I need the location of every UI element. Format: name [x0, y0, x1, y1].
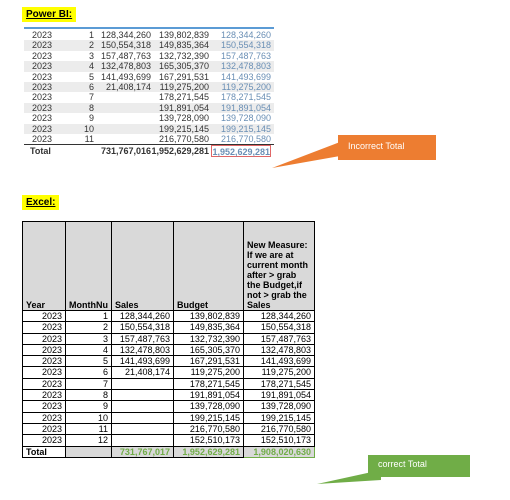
- cell-sales: [111, 378, 173, 389]
- total-measure: 1,952,629,281: [212, 147, 270, 158]
- cell-measure: 132,478,803: [220, 61, 271, 72]
- cell-budget: 191,891,054: [158, 102, 209, 113]
- total-sales: 731,767,016: [100, 146, 151, 157]
- cell-month: 11: [84, 133, 94, 144]
- table-row: [24, 72, 274, 82]
- table-row: [23, 333, 315, 344]
- cell-year: 2023: [23, 333, 66, 344]
- cell-sales: 21,408,174: [105, 81, 151, 92]
- cell-year: 2023: [32, 30, 53, 40]
- table-row: [23, 356, 315, 367]
- cell-measure: 132,478,803: [243, 344, 314, 355]
- cell-month: 3: [66, 333, 112, 344]
- excel-header-row: [23, 222, 315, 311]
- table-row: [24, 51, 274, 61]
- cell-sales: 141,493,699: [111, 356, 173, 367]
- header-sales: Sales: [111, 222, 173, 311]
- header-budget: Budget: [173, 222, 243, 311]
- cell-sales: 157,487,763: [100, 50, 151, 61]
- cell-month: 1: [88, 30, 94, 40]
- cell-budget: 216,770,580: [173, 423, 243, 434]
- table-row: [23, 390, 315, 401]
- excel-heading: Excel:: [22, 195, 59, 210]
- cell-month: 10: [83, 123, 94, 134]
- cell-year: 2023: [32, 81, 53, 92]
- table-row: [23, 401, 315, 412]
- cell-measure: 199,215,145: [220, 123, 271, 134]
- powerbi-total-row: [24, 144, 274, 157]
- cell-measure: 119,275,200: [221, 81, 271, 92]
- cell-measure: 178,271,545: [220, 92, 271, 103]
- table-row: [23, 344, 315, 355]
- cell-budget: 165,305,370: [158, 61, 209, 72]
- cell-budget: 216,770,580: [158, 133, 209, 144]
- cell-sales: [111, 435, 173, 446]
- cell-budget: 199,215,145: [173, 412, 243, 423]
- cell-sales: 132,478,803: [111, 344, 173, 355]
- cell-sales: 157,487,763: [111, 333, 173, 344]
- cell-month: 1: [66, 311, 112, 322]
- cell-sales: 21,408,174: [111, 367, 173, 378]
- cell-year: 2023: [32, 123, 53, 134]
- table-row: [24, 124, 274, 134]
- cell-budget: 119,275,200: [173, 367, 243, 378]
- cell-year: 2023: [23, 401, 66, 412]
- cell-measure: 150,554,318: [243, 322, 314, 333]
- cell-month: 12: [66, 435, 112, 446]
- cell-year: 2023: [32, 40, 53, 51]
- total-budget: 1,952,629,281: [151, 146, 209, 157]
- cell-year: 2023: [23, 344, 66, 355]
- excel-table-body: [23, 311, 315, 447]
- cell-month: 4: [88, 61, 94, 72]
- cell-sales: [111, 401, 173, 412]
- cell-sales: [111, 390, 173, 401]
- cell-measure: 157,487,763: [243, 333, 314, 344]
- cell-measure: 139,728,090: [220, 113, 271, 124]
- cell-year: 2023: [23, 412, 66, 423]
- cell-year: 2023: [32, 133, 53, 144]
- cell-budget: 165,305,370: [173, 344, 243, 355]
- cell-budget: 132,732,390: [158, 50, 209, 61]
- cell-sales: 128,344,260: [100, 30, 151, 40]
- cell-year: 2023: [23, 423, 66, 434]
- callout-pointer-orange: [270, 140, 345, 172]
- cell-measure: 191,891,054: [243, 390, 314, 401]
- cell-sales: 150,554,318: [100, 40, 151, 51]
- cell-month: 2: [66, 322, 112, 333]
- cell-measure: 191,891,054: [220, 102, 271, 113]
- cell-budget: 167,291,531: [158, 71, 209, 82]
- cell-measure: 152,510,173: [243, 435, 314, 446]
- table-row: [23, 423, 315, 434]
- total-label: Total: [30, 146, 51, 157]
- table-row: [23, 311, 315, 322]
- cell-sales: 128,344,260: [111, 311, 173, 322]
- total-measure: 1,908,020,630: [243, 446, 314, 457]
- cell-budget: 152,510,173: [173, 435, 243, 446]
- cell-year: 2023: [23, 378, 66, 389]
- cell-month: 10: [66, 412, 112, 423]
- table-row: [23, 322, 315, 333]
- cell-budget: 178,271,545: [173, 378, 243, 389]
- cell-budget: 149,835,364: [173, 322, 243, 333]
- cell-budget: 178,271,545: [158, 92, 209, 103]
- cell-measure: 216,770,580: [220, 133, 271, 144]
- cell-measure: 128,344,260: [220, 30, 271, 40]
- cell-budget: 199,215,145: [158, 123, 209, 134]
- table-row: [24, 30, 274, 40]
- cell-sales: [94, 92, 151, 102]
- table-row: [24, 61, 274, 71]
- cell-month: 6: [88, 81, 94, 92]
- cell-month: 3: [88, 50, 94, 61]
- cell-month: 9: [66, 401, 112, 412]
- header-new-measure: New Measure: If we are at current month after > grab the Budget,if not > grab the Sales: [243, 222, 314, 311]
- header-year: Year: [23, 222, 66, 311]
- cell-month: 5: [88, 71, 94, 82]
- powerbi-heading: Power BI:: [22, 7, 76, 22]
- powerbi-table-body: [24, 30, 274, 144]
- cell-year: 2023: [32, 71, 53, 82]
- cell-sales: [111, 412, 173, 423]
- cell-year: 2023: [23, 390, 66, 401]
- cell-measure: 157,487,763: [220, 50, 271, 61]
- cell-month: 11: [66, 423, 112, 434]
- total-sales: 731,767,017: [111, 446, 173, 457]
- cell-month: 9: [88, 113, 94, 124]
- cell-sales: [94, 134, 151, 144]
- cell-budget: 149,835,364: [158, 40, 209, 51]
- cell-month: 4: [66, 344, 112, 355]
- cell-sales: 150,554,318: [111, 322, 173, 333]
- cell-budget: 139,728,090: [173, 401, 243, 412]
- cell-year: 2023: [32, 92, 53, 103]
- cell-sales: [94, 124, 151, 134]
- cell-budget: 191,891,054: [173, 390, 243, 401]
- header-month: MonthNu: [66, 222, 112, 311]
- cell-sales: [111, 423, 173, 434]
- cell-budget: 139,802,839: [158, 30, 209, 40]
- cell-year: 2023: [23, 367, 66, 378]
- table-top-border: [24, 27, 274, 29]
- cell-measure: 199,215,145: [243, 412, 314, 423]
- cell-measure: 141,493,699: [220, 71, 271, 82]
- cell-year: 2023: [23, 356, 66, 367]
- cell-month: 6: [66, 367, 112, 378]
- cell-budget: 132,732,390: [173, 333, 243, 344]
- excel-total-row: [23, 446, 315, 457]
- table-row: [24, 82, 274, 92]
- cell-budget: 119,275,200: [159, 81, 209, 92]
- cell-year: 2023: [32, 50, 53, 61]
- table-row: [23, 367, 315, 378]
- cell-year: 2023: [23, 311, 66, 322]
- cell-sales: [94, 113, 151, 123]
- cell-year: 2023: [32, 113, 53, 124]
- cell-sales: 141,493,699: [100, 71, 151, 82]
- cell-month: 7: [88, 92, 94, 103]
- cell-sales: 132,478,803: [100, 61, 151, 72]
- cell-measure: 119,275,200: [243, 367, 314, 378]
- cell-year: 2023: [23, 435, 66, 446]
- excel-table: [22, 221, 315, 458]
- cell-year: 2023: [32, 61, 53, 72]
- incorrect-total-callout: Incorrect Total: [338, 135, 436, 160]
- cell-measure: 150,554,318: [220, 40, 271, 51]
- table-row: [24, 134, 274, 144]
- cell-budget: 167,291,531: [173, 356, 243, 367]
- table-row: [24, 92, 274, 102]
- total-budget: 1,952,629,281: [173, 446, 243, 457]
- correct-total-callout: correct Total: [368, 455, 470, 477]
- table-row: [24, 103, 274, 113]
- table-row: [23, 378, 315, 389]
- cell-month: 5: [66, 356, 112, 367]
- cell-year: 2023: [23, 322, 66, 333]
- cell-year: 2023: [32, 102, 53, 113]
- table-row: [24, 113, 274, 123]
- cell-measure: 178,271,545: [243, 378, 314, 389]
- cell-measure: 128,344,260: [243, 311, 314, 322]
- cell-month: 8: [88, 102, 94, 113]
- cell-month: 7: [66, 378, 112, 389]
- cell-sales: [94, 103, 151, 113]
- cell-month: 2: [88, 40, 94, 51]
- table-row: [23, 435, 315, 446]
- cell-budget: 139,728,090: [158, 113, 209, 124]
- table-row: [24, 40, 274, 50]
- powerbi-table: [24, 27, 274, 157]
- table-row: [23, 412, 315, 423]
- cell-measure: 139,728,090: [243, 401, 314, 412]
- cell-measure: 141,493,699: [243, 356, 314, 367]
- total-label: Total: [23, 446, 66, 457]
- cell-measure: 216,770,580: [243, 423, 314, 434]
- cell-budget: 139,802,839: [173, 311, 243, 322]
- cell-month: 8: [66, 390, 112, 401]
